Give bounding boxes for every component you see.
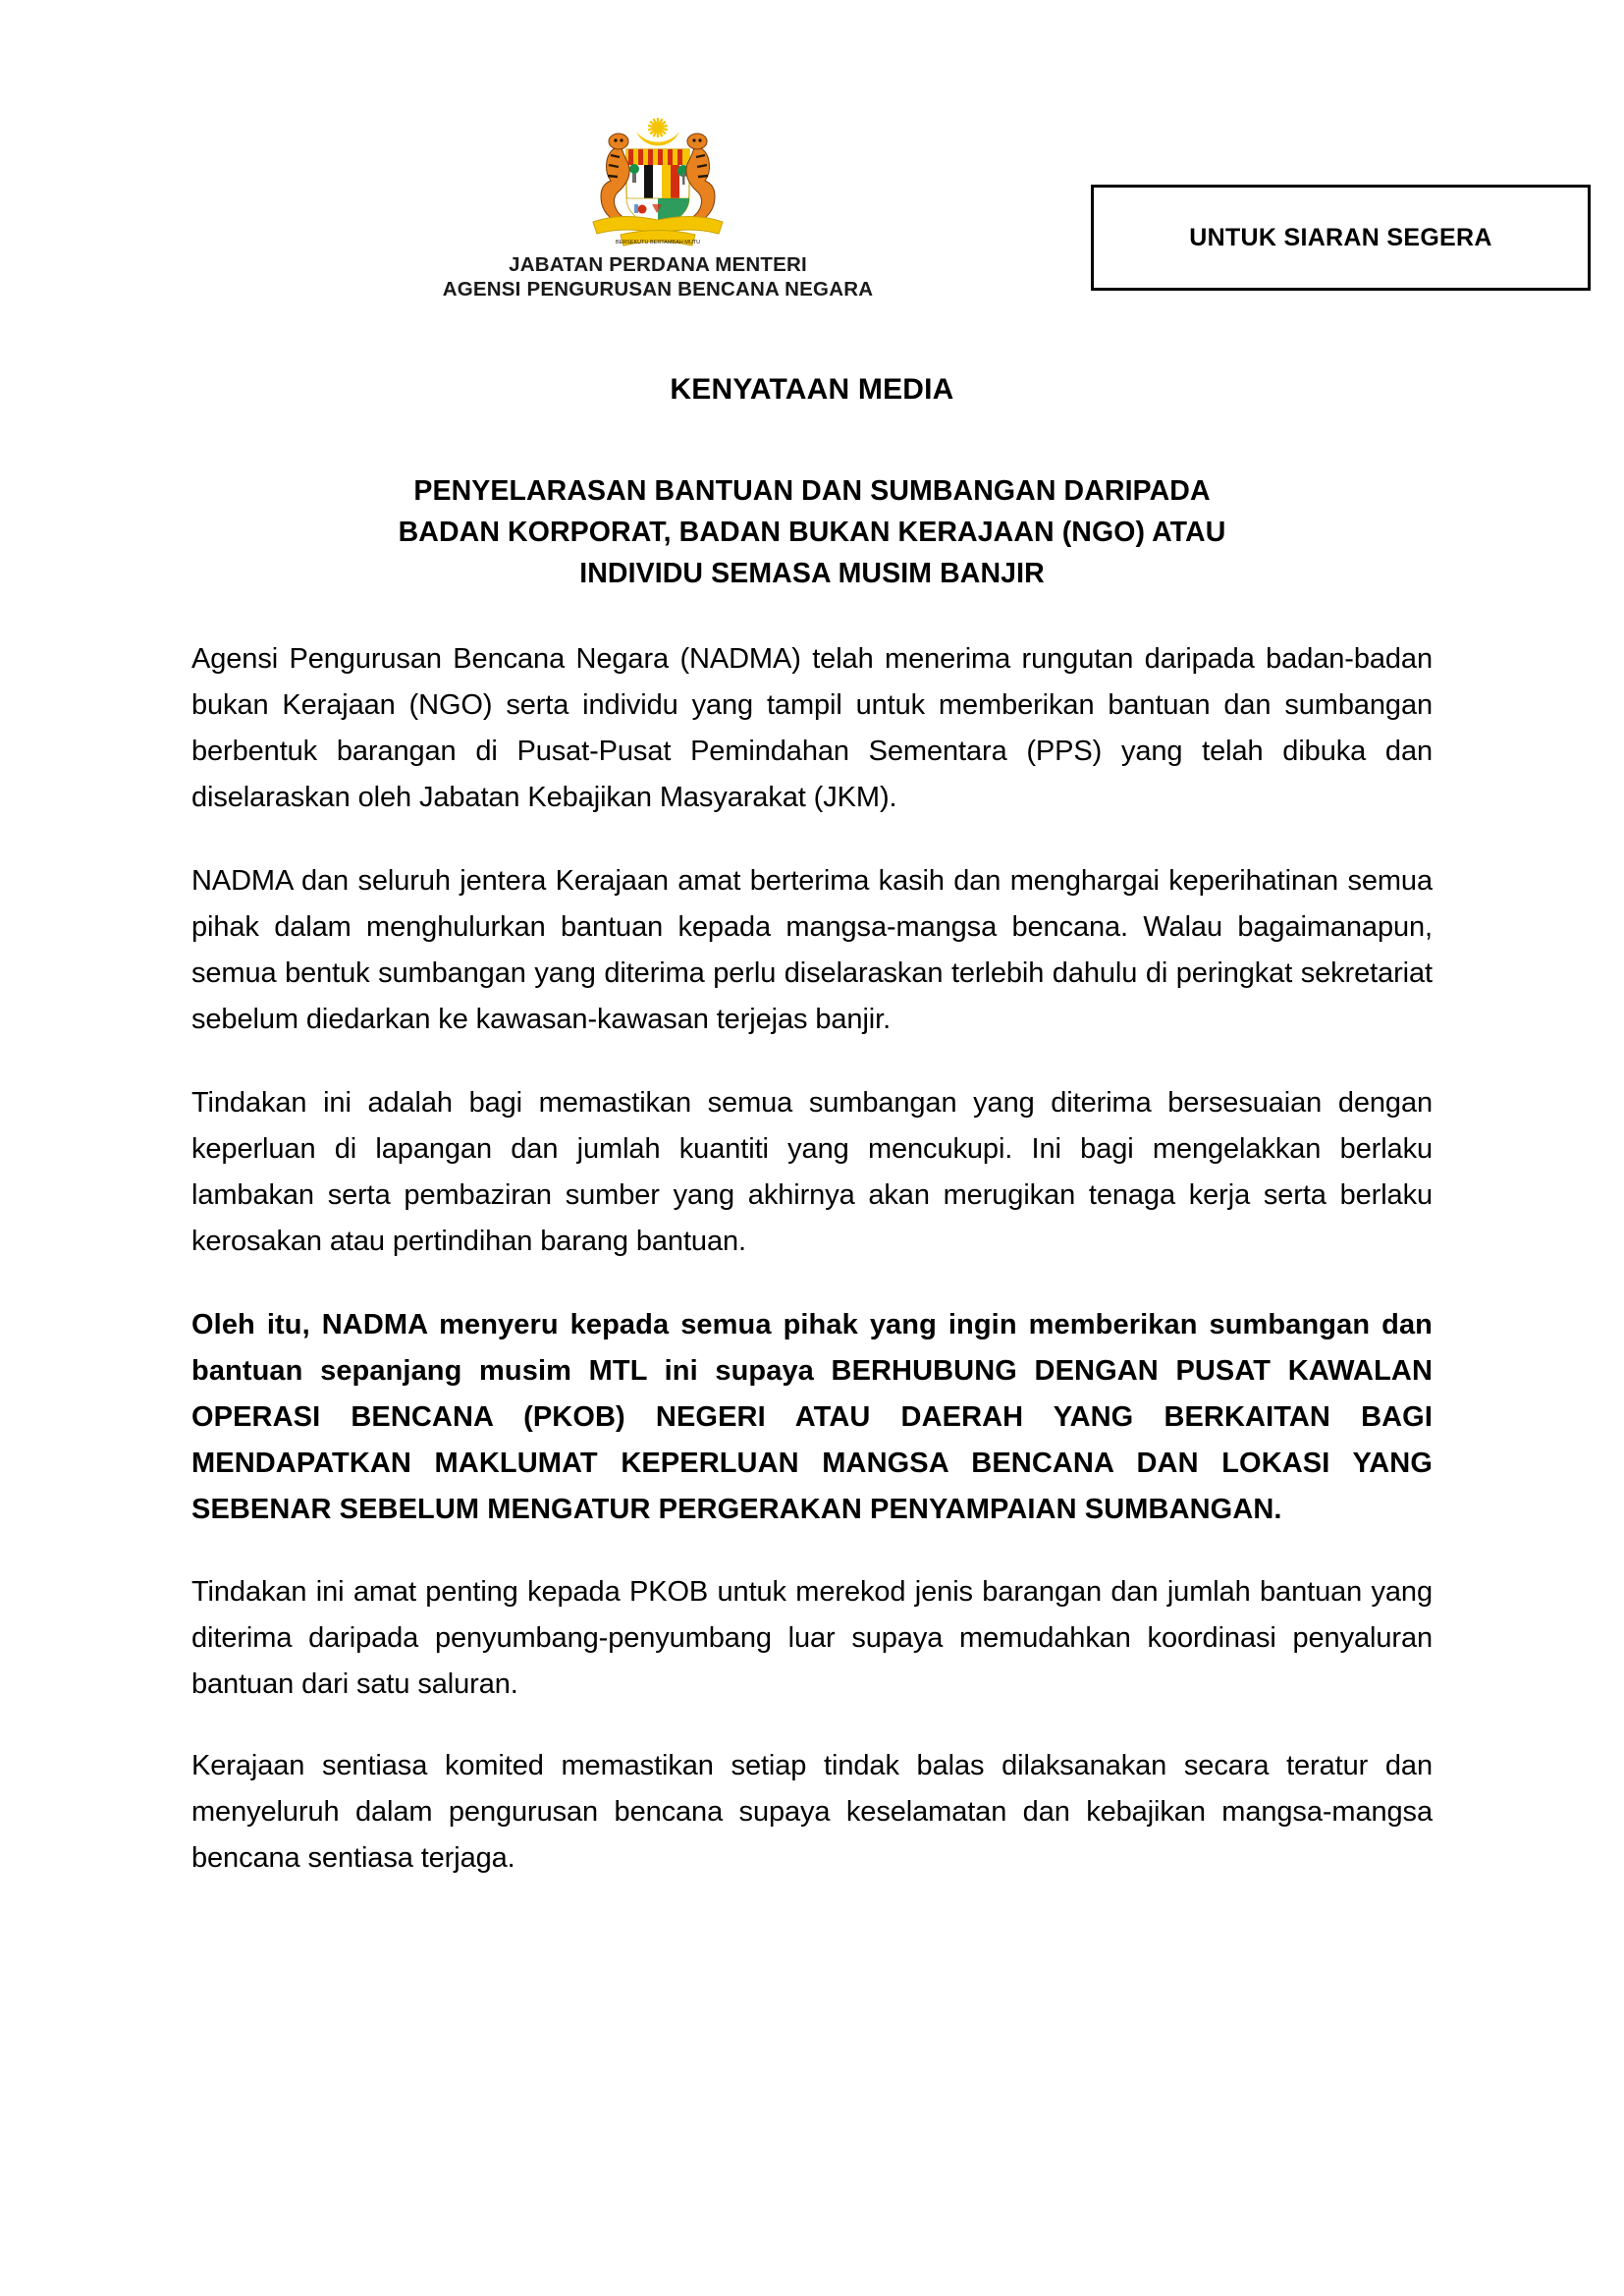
letterhead [422, 116, 893, 301]
body-paragraph-2: NADMA dan seluruh jentera Kerajaan amat berterima kasih dan menghargai keperihatinan semua pihak dalam menghulurkan bantuan kepada mangsa-mangsa bencana. Walau bagaimanapun, semua bentuk sumbangan yang diterima perlu diselaraskan terlebih dahulu di peringkat sekretariat sebelum diedarkan ke kawasan-kawasan terjejas banjir. [191, 864, 1433, 1035]
release-notice-box [1091, 185, 1591, 291]
release-notice-label: UNTUK SIARAN SEGERA [1189, 223, 1492, 251]
body-paragraph-5: Tindakan ini amat penting kepada PKOB untuk merekod jenis barangan dan jumlah bantuan yang diterima daripada penyumbang-penyumbang luar supaya memudahkan koordinasi penyaluran bantuan dari satu saluran. [191, 1576, 1433, 1701]
subtitle-line-3: INDIVIDU SEMASA MUSIM BANJIR [579, 557, 1045, 589]
svg-text:BERSEKUTU BERTAMBAH MUTU: BERSEKUTU BERTAMBAH MUTU [615, 240, 701, 246]
subtitle-line-1: PENYELARASAN BANTUAN DAN SUMBANGAN DARIPADA [413, 475, 1211, 507]
body-paragraph-1: Agensi Pengurusan Bencana Negara (NADMA) telah menerima rungutan daripada badan-badan bukan Kerajaan (NGO) serta individu yang tampil untuk memberikan bantuan dan sumbangan berbentuk barangan di Pusat-Pusat Pemindahan Sementara (PPS) yang telah dibuka dan diselaraskan oleh Jabatan Kebajikan Masyarakat (JKM). [191, 643, 1433, 813]
body-paragraph-3: Tindakan ini adalah bagi memastikan semua sumbangan yang diterima bersesuaian dengan keperluan di lapangan dan jumlah kuantiti yang mencukupi. Ini bagi mengelakkan berlaku lambakan serta pembaziran sumber yang akhirnya akan merugikan tenaga kerja serta berlaku kerosakan atau pertindihan barang bantuan. [191, 1086, 1433, 1257]
body-paragraph-6: Kerajaan sentiasa komited memastikan setiap tindak balas dilaksanakan secara teratur dan menyeluruh dalam pengurusan bencana supaya keselamatan dan kebajikan mangsa-mangsa bencana sentiasa terjaga. [191, 1750, 1433, 1875]
subtitle-line-2: BADAN KORPORAT, BADAN BUKAN KERAJAAN (NGO) ATAU [398, 516, 1226, 548]
document-subtitle [174, 471, 1450, 595]
body-paragraph-4-emphasis: Oleh itu, NADMA menyeru kepada semua pihak yang ingin memberikan sumbangan dan bantuan sepanjang musim MTL ini supaya BERHUBUNG DENGAN PUSAT KAWALAN OPERASI BENCANA (PKOB) NEGERI ATAU DAERAH YANG BERKAITAN BAGI MENDAPATKAN MAKLUMAT KEPERLUAN MANGSA BENCANA DAN LOKASI YANG SEBENAR SEBELUM MENGATUR PERGERAKAN PENYAMPAIAN SUMBANGAN. [191, 1308, 1433, 1525]
malaysia-coat-of-arms-icon [560, 116, 756, 248]
document-header [0, 0, 1624, 334]
page-title: KENYATAAN MEDIA [670, 373, 954, 406]
letterhead-line-agency: AGENSI PENGURUSAN BENCANA NEGARA [442, 278, 874, 301]
letterhead-line-ministry: JABATAN PERDANA MENTERI [509, 253, 807, 276]
document-body [191, 636, 1433, 1882]
